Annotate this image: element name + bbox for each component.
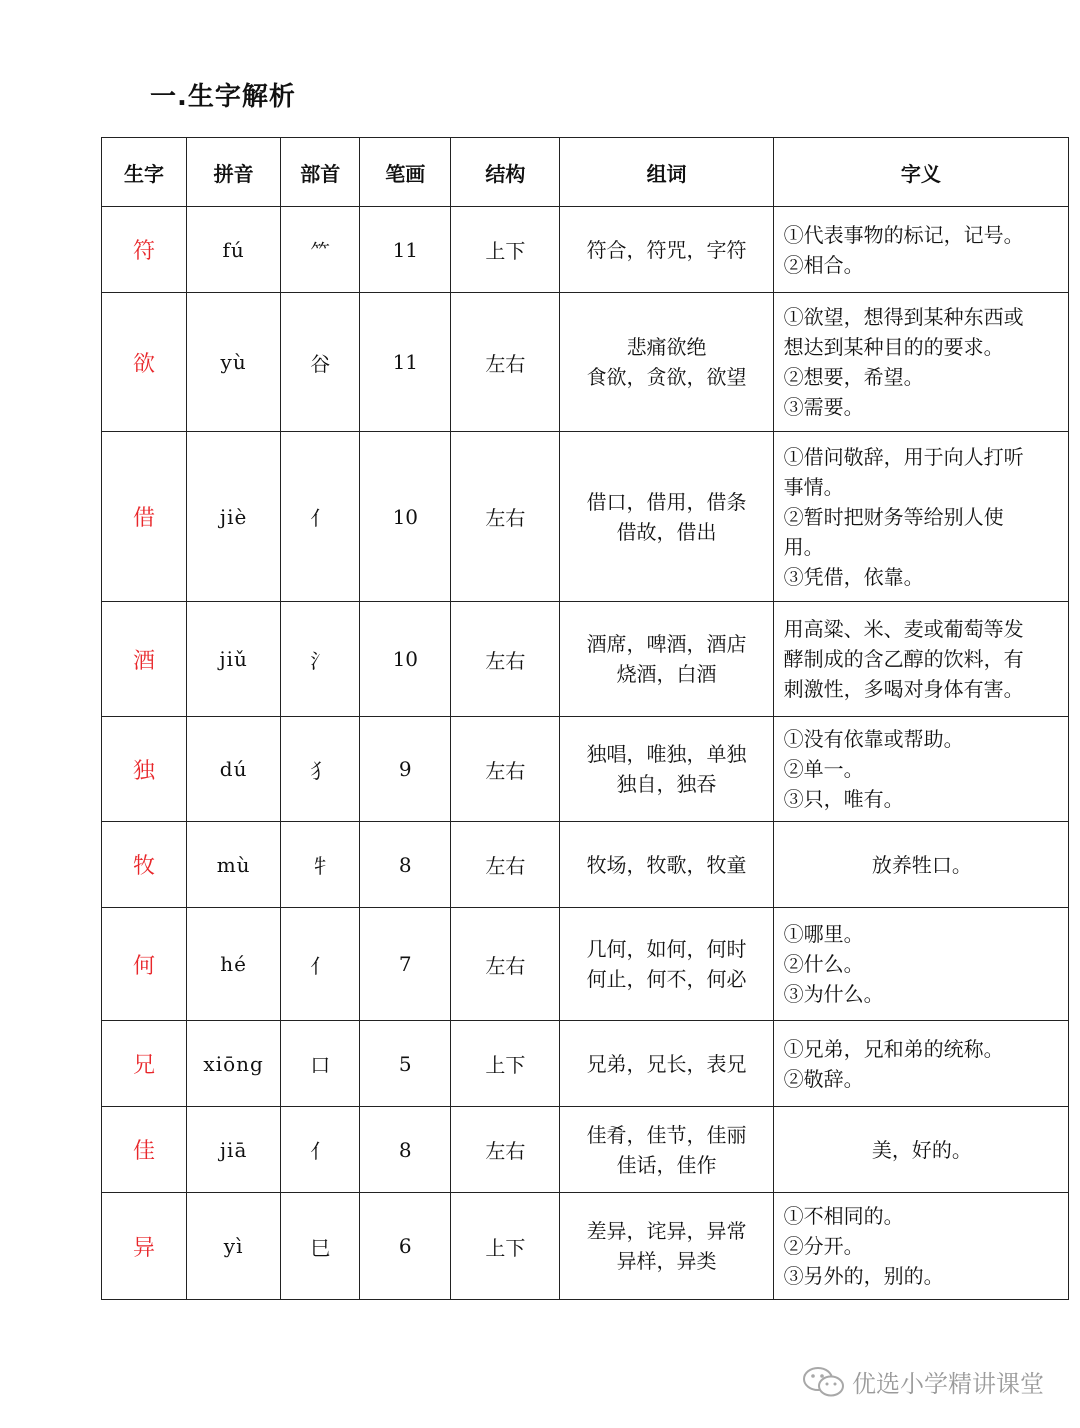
words-cell — [560, 1021, 773, 1107]
strokes-cell: 6 — [360, 1193, 451, 1300]
meaning-cell — [773, 717, 1068, 822]
word-line: 佳话，佳作 — [616, 1152, 717, 1177]
pinyin-cell: mù — [187, 822, 281, 908]
words-cell — [560, 822, 773, 908]
pinyin-cell: yì — [187, 1193, 281, 1300]
word-line: 借故，借出 — [616, 519, 717, 544]
structure-cell: 上下 — [451, 1193, 560, 1300]
radical-cell: 口 — [281, 1021, 360, 1107]
meaning-line: 用高粱、米、麦或葡萄等发 — [783, 617, 1024, 641]
strokes-cell: 11 — [360, 207, 451, 293]
meaning-cell — [773, 908, 1068, 1021]
table-row — [102, 1107, 1069, 1193]
pinyin-cell: fú — [187, 207, 281, 293]
words-cell — [560, 293, 773, 432]
meaning-line: 刺激性，多喝对身体有害。 — [783, 677, 1024, 701]
meaning-line: 放养牲口。 — [871, 852, 972, 877]
structure-cell: 左右 — [451, 717, 560, 822]
meaning-line: ③凭借，依靠。 — [783, 564, 924, 589]
meaning-line: 事情。 — [783, 474, 844, 499]
char-cell: 兄 — [102, 1021, 187, 1107]
pinyin-cell: xiōng — [187, 1021, 281, 1107]
meaning-line: ②相合。 — [783, 252, 864, 277]
meaning-line: ①欲望，想得到某种东西或 — [783, 305, 1024, 329]
radical-cell: ⺮ — [281, 207, 360, 293]
meaning-line: 酵制成的含乙醇的饮料，有 — [783, 647, 1024, 671]
meaning-line: ②暂时把财务等给别人使 — [783, 504, 1004, 529]
word-line: 烧酒，白酒 — [616, 662, 717, 686]
char-cell: 符 — [102, 207, 187, 293]
strokes-cell: 10 — [360, 602, 451, 717]
header-radical: 部首 — [281, 138, 360, 207]
word-line: 酒席，啤酒，酒店 — [586, 632, 747, 656]
meaning-cell — [773, 822, 1068, 908]
meaning-line: 想达到某种目的的要求。 — [783, 335, 1004, 359]
strokes-cell: 10 — [360, 432, 451, 602]
strokes-cell: 9 — [360, 717, 451, 822]
meaning-cell — [773, 207, 1068, 293]
word-line: 何止，何不，何必 — [586, 967, 747, 991]
char-cell: 酒 — [102, 602, 187, 717]
words-cell — [560, 1193, 773, 1300]
word-line: 差异，诧异，异常 — [586, 1219, 747, 1243]
word-line: 异样，异类 — [616, 1249, 717, 1273]
table-row — [102, 717, 1069, 822]
word-line: 佳肴，佳节，佳丽 — [586, 1122, 747, 1147]
word-line: 几何，如何，何时 — [586, 937, 747, 961]
pinyin-cell: jiǔ — [187, 602, 281, 717]
radical-cell: 氵 — [281, 602, 360, 717]
meaning-line: ①代表事物的标记，记号。 — [783, 222, 1024, 247]
char-cell: 欲 — [102, 293, 187, 432]
watermark-text: 优选小学精讲课堂 — [852, 1370, 1044, 1398]
words-cell — [560, 717, 773, 822]
structure-cell: 上下 — [451, 1021, 560, 1107]
word-line: 食欲，贪欲，欲望 — [586, 365, 747, 389]
watermark — [802, 1364, 1044, 1399]
char-cell: 佳 — [102, 1107, 187, 1193]
structure-cell: 左右 — [451, 1107, 560, 1193]
char-cell: 何 — [102, 908, 187, 1021]
word-line: 独唱，唯独，单独 — [586, 742, 747, 766]
word-line: 兄弟，兄长，表兄 — [586, 1051, 747, 1076]
meaning-line: ②分开。 — [783, 1234, 864, 1258]
strokes-cell: 11 — [360, 293, 451, 432]
table-body — [102, 207, 1069, 1300]
meaning-cell — [773, 432, 1068, 602]
meaning-line: ②单一。 — [783, 757, 864, 781]
table-row — [102, 602, 1069, 717]
radical-cell: 犭 — [281, 717, 360, 822]
meaning-line: 用。 — [783, 534, 824, 559]
meaning-line: ①借问敬辞，用于向人打听 — [783, 444, 1024, 469]
pinyin-cell: yù — [187, 293, 281, 432]
structure-cell: 左右 — [451, 602, 560, 717]
meaning-line: ①没有依靠或帮助。 — [783, 727, 964, 751]
table-header-row — [102, 138, 1069, 207]
meaning-line: ③为什么。 — [783, 982, 884, 1006]
radical-cell: 亻 — [281, 1107, 360, 1193]
word-line: 借口，借用，借条 — [586, 489, 747, 514]
words-cell — [560, 432, 773, 602]
pinyin-cell: jiā — [187, 1107, 281, 1193]
char-cell: 牧 — [102, 822, 187, 908]
radical-cell: 谷 — [281, 293, 360, 432]
meaning-cell — [773, 602, 1068, 717]
header-pinyin: 拼音 — [187, 138, 281, 207]
header-structure: 结构 — [451, 138, 560, 207]
meaning-line: ③另外的，别的。 — [783, 1264, 944, 1288]
table-row — [102, 207, 1069, 293]
word-line: 符合，符咒，字符 — [586, 237, 747, 262]
meaning-cell — [773, 1021, 1068, 1107]
structure-cell: 左右 — [451, 293, 560, 432]
table-row — [102, 293, 1069, 432]
table-row — [102, 908, 1069, 1021]
table-row — [102, 1021, 1069, 1107]
char-cell: 异 — [102, 1193, 187, 1300]
header-words: 组词 — [560, 138, 773, 207]
meaning-line: ②什么。 — [783, 952, 864, 976]
radical-cell: 亻 — [281, 908, 360, 1021]
meaning-line: ③需要。 — [783, 395, 864, 419]
words-cell — [560, 207, 773, 293]
meaning-line: ③只，唯有。 — [783, 787, 904, 811]
header-char: 生字 — [102, 138, 187, 207]
structure-cell: 左右 — [451, 822, 560, 908]
meaning-line: 美，好的。 — [871, 1137, 972, 1162]
section-title: 一.生字解析 — [150, 82, 296, 112]
structure-cell: 左右 — [451, 432, 560, 602]
pinyin-cell: jiè — [187, 432, 281, 602]
pinyin-cell: hé — [187, 908, 281, 1021]
word-line: 牧场，牧歌，牧童 — [586, 852, 747, 877]
header-meaning: 字义 — [773, 138, 1068, 207]
meaning-line: ①兄弟，兄和弟的统称。 — [783, 1036, 1004, 1061]
meaning-cell — [773, 293, 1068, 432]
meaning-cell — [773, 1107, 1068, 1193]
header-strokes: 笔画 — [360, 138, 451, 207]
meaning-line: ①哪里。 — [783, 922, 864, 946]
char-cell: 独 — [102, 717, 187, 822]
strokes-cell: 7 — [360, 908, 451, 1021]
table-row — [102, 822, 1069, 908]
meaning-cell — [773, 1193, 1068, 1300]
word-line: 悲痛欲绝 — [626, 335, 707, 359]
word-line: 独自，独吞 — [616, 772, 717, 796]
table-row — [102, 432, 1069, 602]
char-cell: 借 — [102, 432, 187, 602]
strokes-cell: 8 — [360, 822, 451, 908]
table-row — [102, 1193, 1069, 1300]
strokes-cell: 5 — [360, 1021, 451, 1107]
words-cell — [560, 1107, 773, 1193]
radical-cell: 牜 — [281, 822, 360, 908]
wechat-icon — [802, 1365, 846, 1399]
meaning-line: ②想要，希望。 — [783, 365, 924, 389]
meaning-line: ②敬辞。 — [783, 1066, 864, 1091]
strokes-cell: 8 — [360, 1107, 451, 1193]
words-cell — [560, 602, 773, 717]
structure-cell: 左右 — [451, 908, 560, 1021]
words-cell — [560, 908, 773, 1021]
character-table — [101, 137, 1069, 1300]
meaning-line: ①不相同的。 — [783, 1204, 904, 1228]
radical-cell: 亻 — [281, 432, 360, 602]
radical-cell: 巳 — [281, 1193, 360, 1300]
pinyin-cell: dú — [187, 717, 281, 822]
structure-cell: 上下 — [451, 207, 560, 293]
